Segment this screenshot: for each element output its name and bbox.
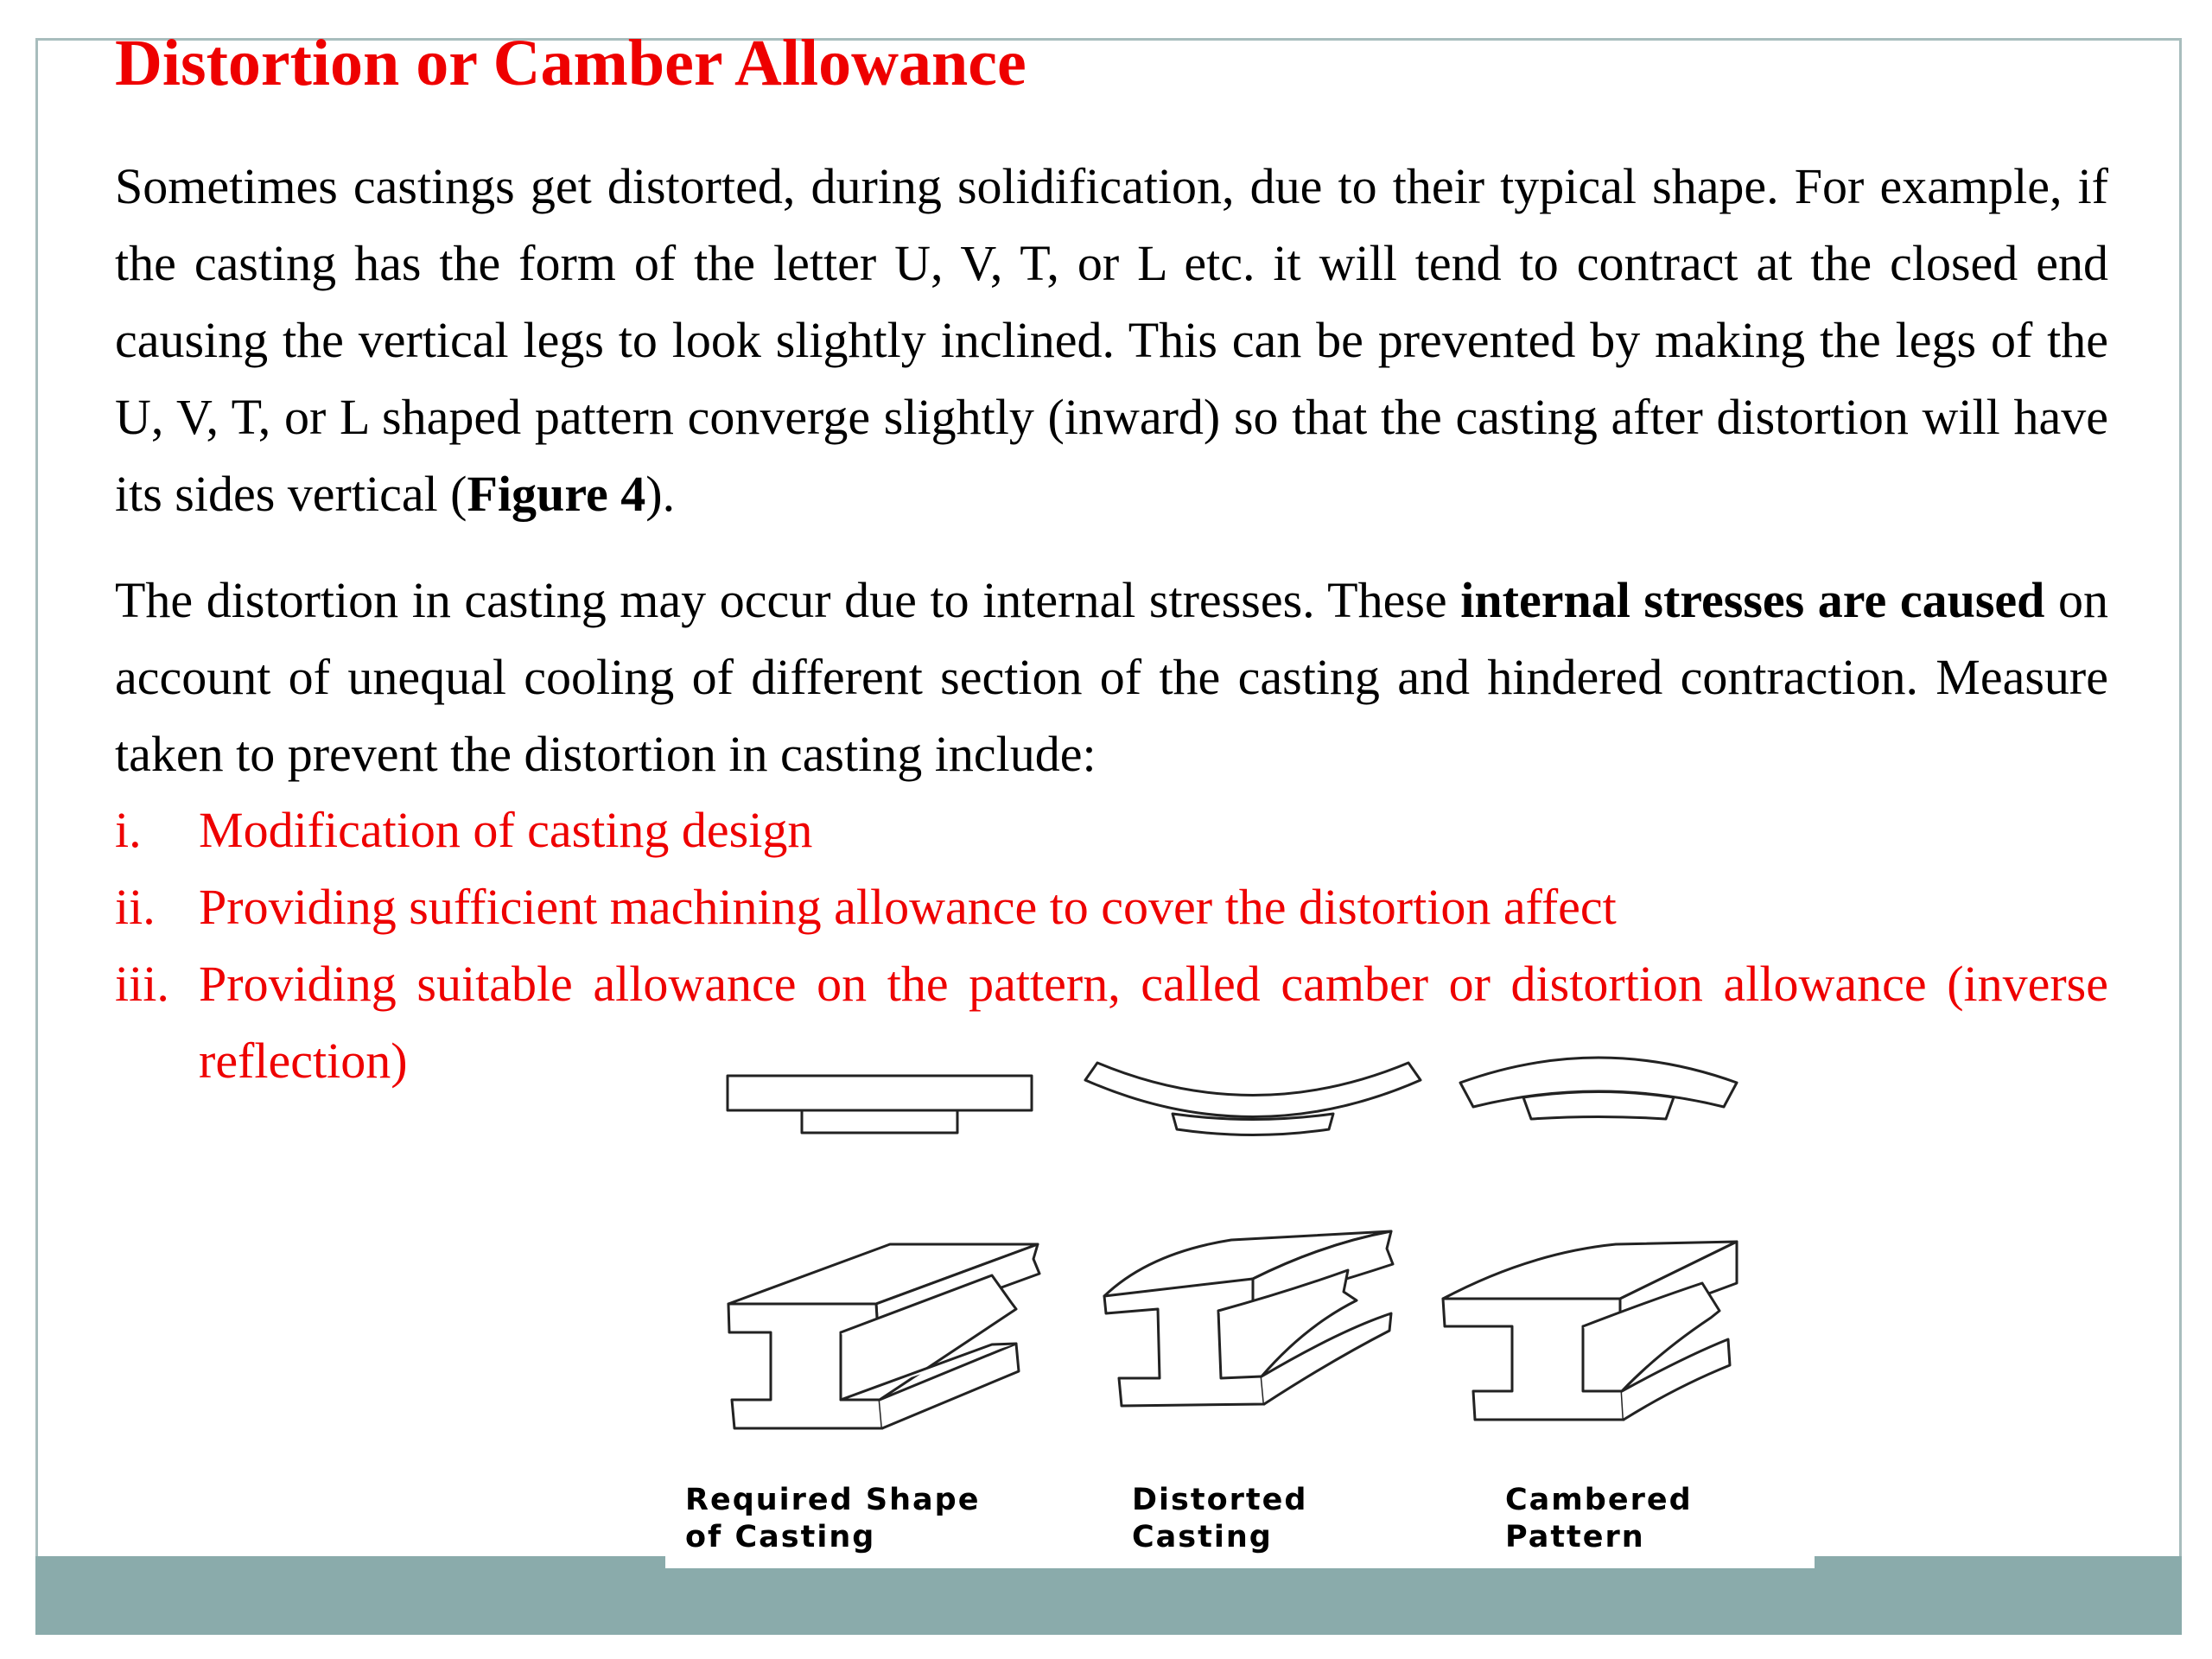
list-item-text: Modification of casting design <box>199 802 813 858</box>
list-item <box>115 868 2108 945</box>
list-item-number: i. <box>115 802 142 858</box>
list-item <box>115 791 2108 868</box>
paragraph-stresses-text: The distortion in casting may occur due to internal stresses. These <box>115 572 1461 628</box>
list-item-text: Providing sufficient machining allowance to cover the distortion affect <box>199 879 1617 935</box>
caption-required-shape: Required Shape of Casting <box>685 1483 981 1554</box>
list-item-number: iii. <box>115 956 169 1012</box>
caption-cambered-pattern: Cambered Pattern <box>1505 1483 1693 1554</box>
paragraph-intro-text: Sometimes castings get distorted, during solidification, due to their typical shape. For example, if the casting has the form of the letter U, V, T, or L etc. it will tend to contract at the closed end causing the vertical legs to look slightly inclined. This can be prevented by making the legs of the U, V, T, or L shaped pattern converge slightly (inward) so that the casting after distortion will have its sides vertical ( <box>115 158 2108 522</box>
distorted-casting-side-view <box>1085 1063 1421 1135</box>
figure-camber-diagram <box>665 1033 1815 1568</box>
caption-distorted-casting: Distorted Casting <box>1132 1483 1308 1554</box>
list-item-text: Providing suitable allowance on the pattern, called camber or distortion allowance (inverse reflection) <box>199 956 2108 1089</box>
required-shape-side-view <box>728 1076 1032 1133</box>
required-shape-3d <box>728 1244 1039 1428</box>
camber-illustration <box>665 1033 1815 1482</box>
paragraph-stresses <box>115 562 2108 792</box>
paragraph-stresses-end: on account of unequal cooling of different section of the casting and hindered contraction. Measure taken to prevent the distortion in casting include: <box>115 572 2109 782</box>
paragraph-intro-end: ). <box>645 466 676 522</box>
cambered-pattern-side-view <box>1460 1058 1737 1119</box>
figure-reference: Figure 4 <box>467 466 646 522</box>
slide-title: Distortion or Camber Allowance <box>115 27 1027 99</box>
paragraph-intro <box>115 148 2108 532</box>
distorted-casting-3d <box>1104 1231 1393 1406</box>
cambered-pattern-3d <box>1443 1242 1737 1420</box>
list-item-number: ii. <box>115 879 156 935</box>
bold-phrase: internal stresses are caused <box>1460 572 2045 628</box>
